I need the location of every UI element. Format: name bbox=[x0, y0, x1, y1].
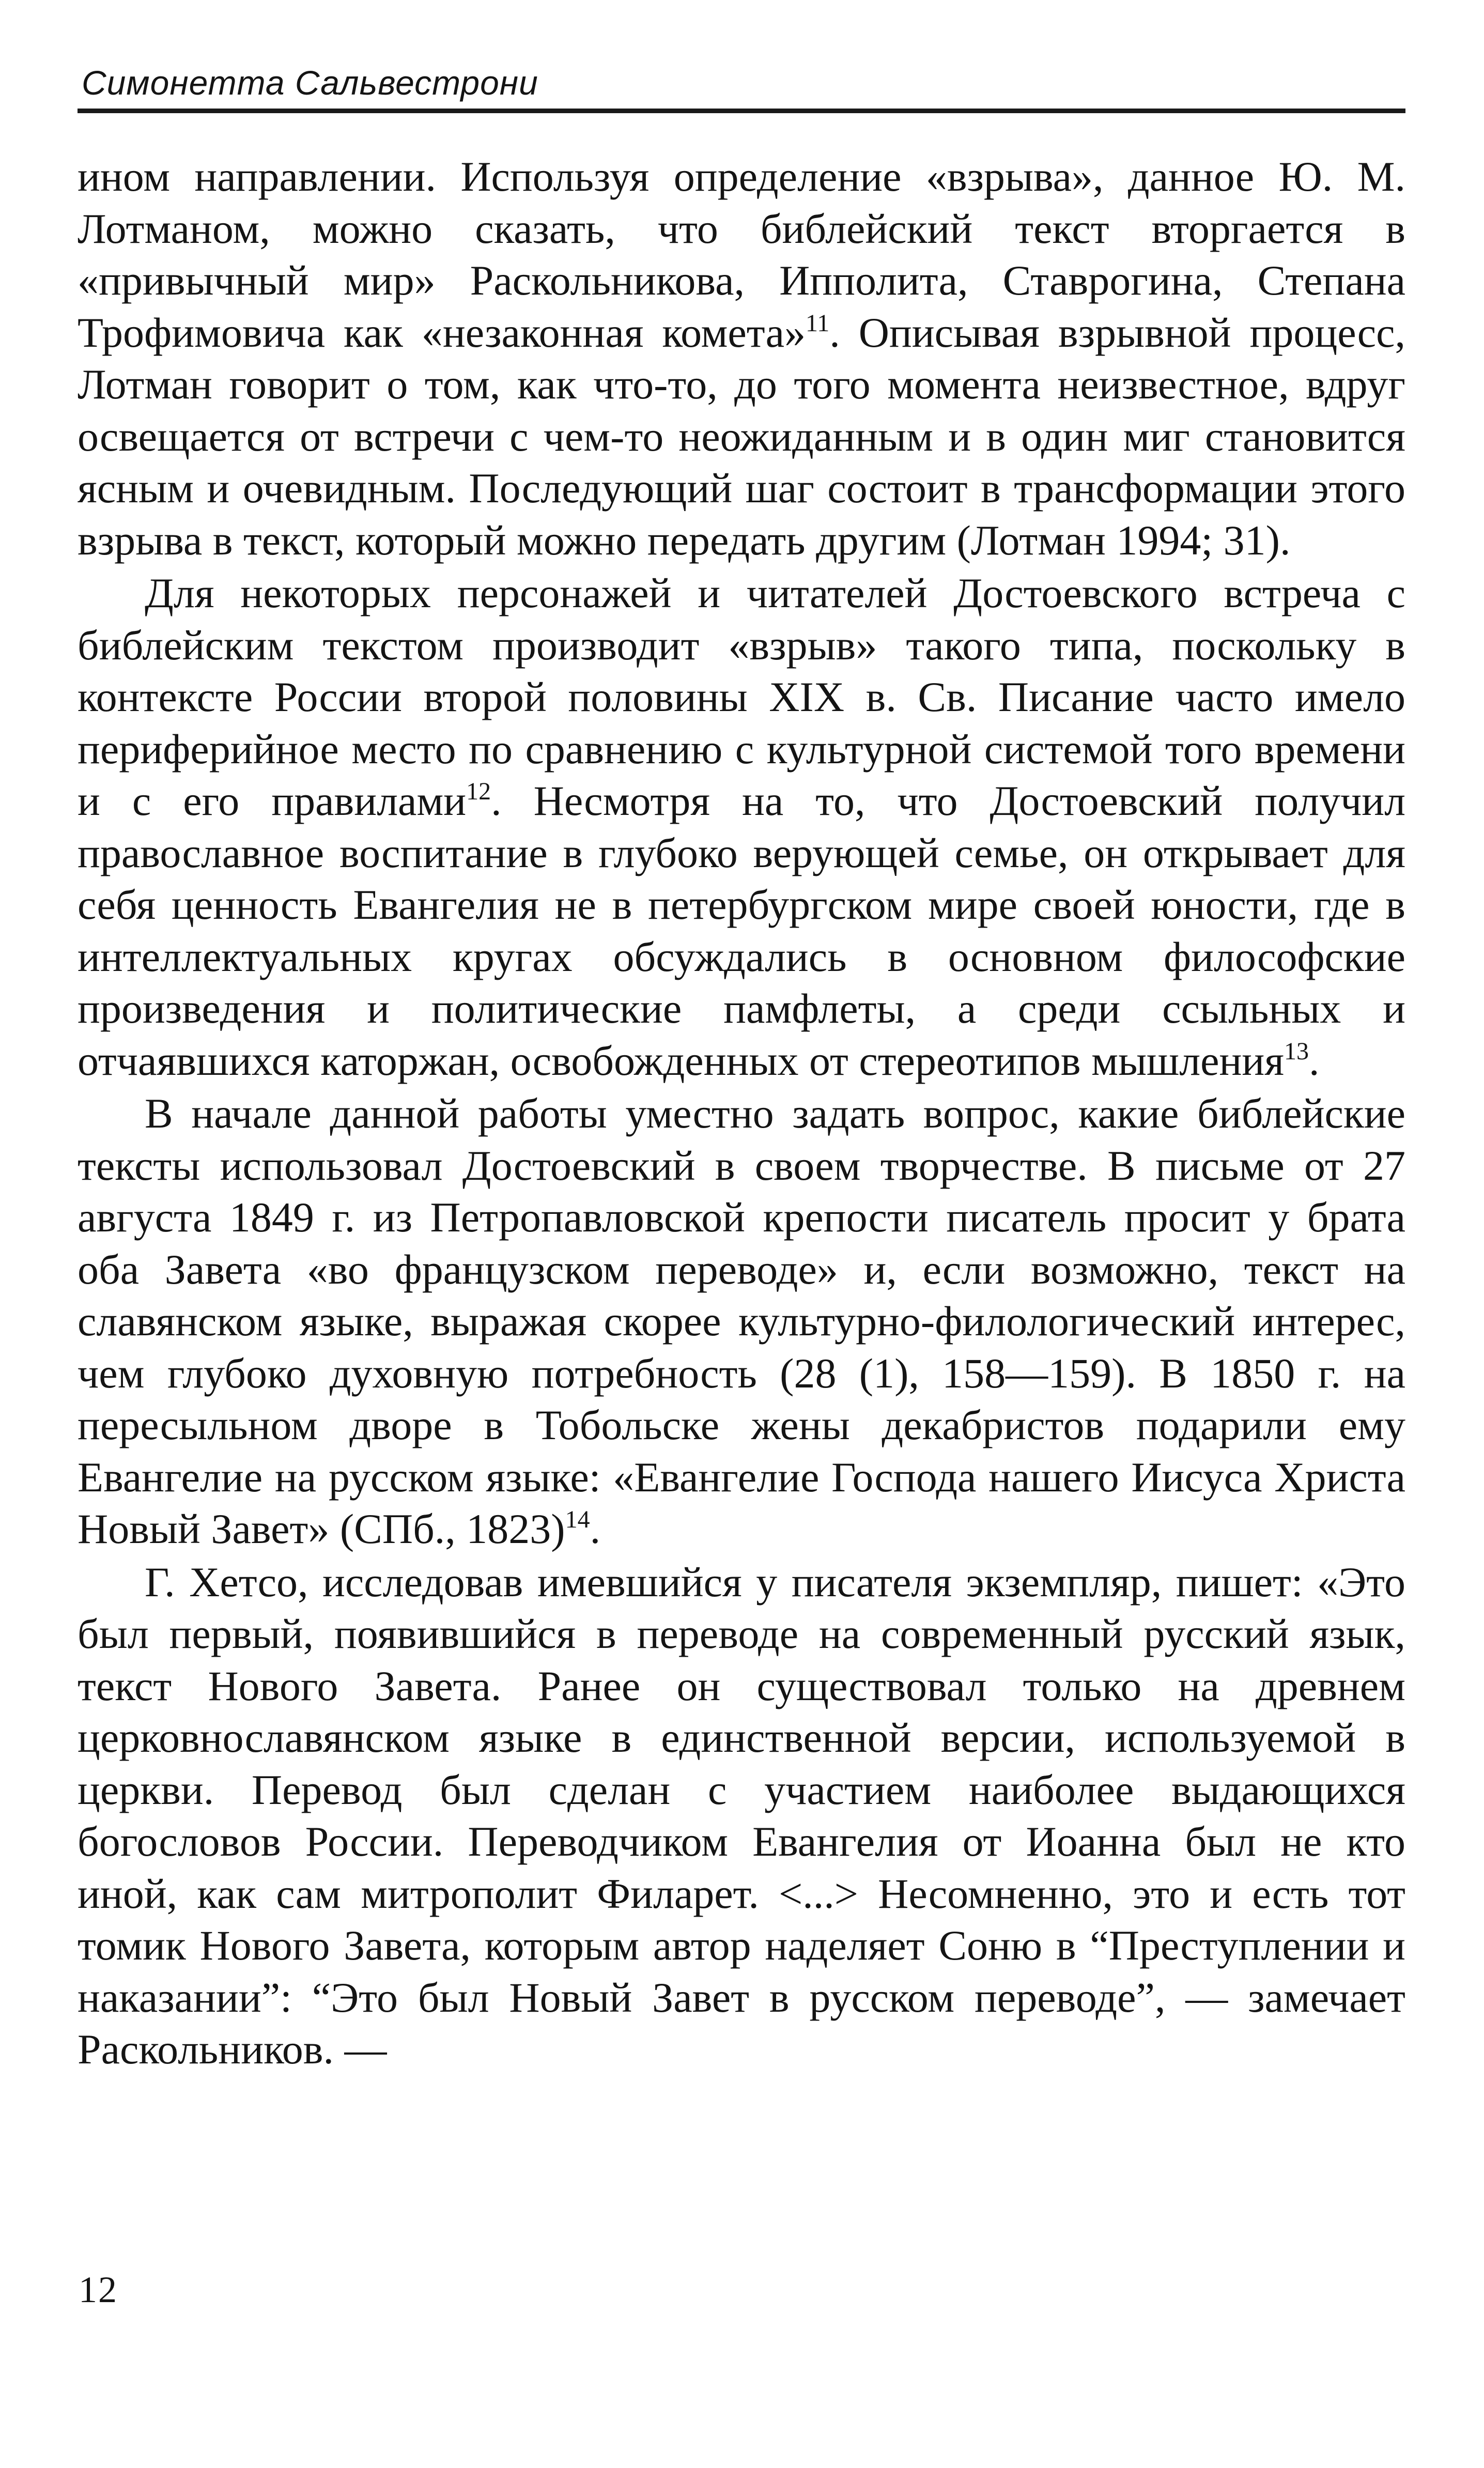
paragraph-4-text: Г. Хетсо, исследовав имевшийся у писателя экземпляр, пишет: «Это был первый, появившийся в переводе на современный русский язык, текст Нового Завета. Ранее он существовал только на древнем церковнославянском языке в единственной версии, используемой в церкви. Перевод был сделан с участием наиболее выдающихся богословов России. Переводчиком Евангелия от Иоанна был не кто иной, как сам митрополит Филарет. <...> Несомненно, это и есть тот томик Нового Завета, которым автор наделяет Соню в “Преступлении и наказании”: “Это был Новый Завет в русском переводе”, — замечает Раскольников. — bbox=[78, 1558, 1405, 2073]
paragraph-3 bbox=[78, 1088, 1405, 1555]
footnote-ref-11: 11 bbox=[806, 309, 830, 337]
footnote-ref-12: 12 bbox=[466, 778, 491, 805]
paragraph-3-text-b: . bbox=[590, 1505, 601, 1552]
paragraph-1-text-a: ином направлении. Используя определение «взрыва», данное Ю. М. Лотманом, можно сказать, что библейский текст вторгается в «привычный мир» Раскольникова, Ипполита, Ставрогина, Степана Трофимовича как «незаконная комета» bbox=[78, 153, 1405, 356]
paragraph-2-text-c: . bbox=[1309, 1037, 1320, 1084]
paragraph-2-text-b: . Несмотря на то, что Достоевский получил православное воспитание в глубоко верующей семье, он открывает для себя ценность Евангелия не в петербургском мире своей юности, где в интеллектуальных кругах обсуждались в основном философские произведения и политические памфлеты, а среди ссыльных и отчаявшихся каторжан, освобожденных от стереотипов мышления bbox=[78, 777, 1406, 1084]
paragraph-1-text-b: . Описывая взрывной процесс, Лотман говорит о том, как что-то, до того момента неизвестное, вдруг освещается от встречи с чем-то неожиданным и в один миг становится ясным и очевидным. Последующий шаг состоит в трансформации этого взрыва в текст, который можно передать другим (Лотман 1994; 31). bbox=[78, 308, 1405, 564]
paragraph-2-text-a: Для некоторых персонажей и читателей Достоевского встреча с библейским текстом производит «взрыв» такого типа, поскольку в контексте России второй половины XIX в. Св. Писание часто имело периферийное место по сравнению с культурной системой того времени и с его правилами bbox=[78, 569, 1405, 824]
running-header bbox=[78, 52, 1405, 113]
paragraph-1 bbox=[78, 151, 1405, 566]
paragraph-2 bbox=[78, 567, 1405, 1087]
footnote-ref-13: 13 bbox=[1284, 1037, 1309, 1065]
running-header-title: Симонетта Сальвестрони bbox=[82, 64, 538, 102]
page-number: 12 bbox=[79, 2269, 118, 2310]
footnote-ref-14: 14 bbox=[565, 1506, 590, 1533]
paragraph-3-text-a: В начале данной работы уместно задать вопрос, какие библейские тексты использовал Достоевский в своем творчестве. В письме от 27 августа 1849 г. из Петропавловской крепости писатель просит у брата оба Завета «во французском переводе» и, если возможно, текст на славянском языке, выражая скорее культурно-филологический интерес, чем глубоко духовную потребность (28 (1), 158—159). В 1850 г. на пересыльном дворе в Тобольске жены декабристов подарили ему Евангелие на русском языке: «Евангелие Господа нашего Иисуса Христа Новый Завет» (СПб., 1823) bbox=[78, 1090, 1405, 1552]
body-text bbox=[78, 151, 1405, 2076]
paragraph-4 bbox=[78, 1556, 1405, 2076]
